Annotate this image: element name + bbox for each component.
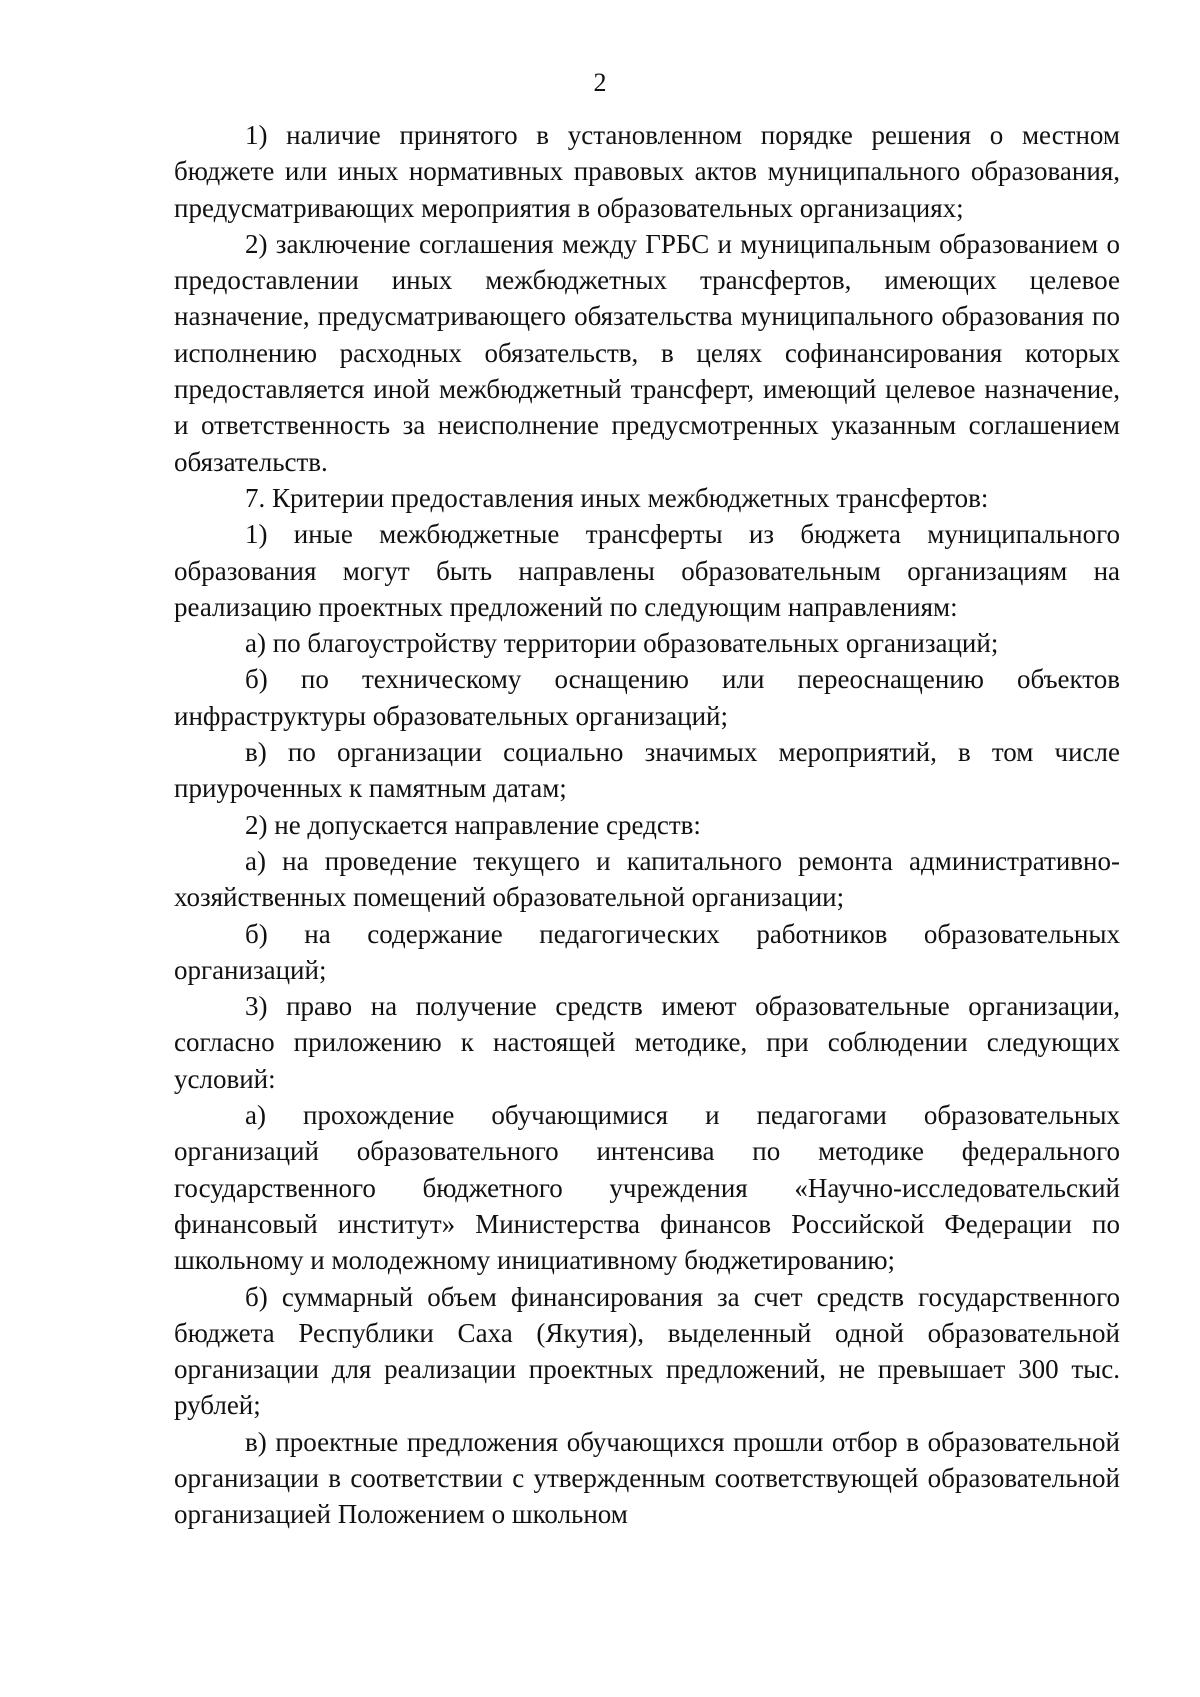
document-body bbox=[174, 117, 1120, 1533]
subitem-b-equipment: б) по техническому оснащению или переоснащению объектов инфраструктуры образовательных организаций; bbox=[174, 664, 1120, 731]
page-number: 2 bbox=[593, 68, 607, 97]
paragraph-2-prohibited-use: 2) не допускается направление средств: bbox=[245, 809, 701, 840]
subitem-b-funding-limit: б) суммарный объем финансирования за счет средств государственного бюджета Республики Саха (Якутия), выделенный одной образовательной организации для реализации проектных предложений, не превышает 300 тыс. рублей; bbox=[174, 1281, 1120, 1421]
paragraph-1-transfer-directions: 1) иные межбюджетные трансферты из бюджета муниципального образования могут быть направлены образовательным организациям на реализацию проектных предложений по следующим направлениям: bbox=[174, 519, 1120, 622]
subitem-a-training: а) прохождение обучающимися и педагогами образовательных организаций образовательного интенсива по методике федерального государственного бюджетного учреждения «Научно-исследовательский финансовый институт» Министерства финансов Российской Федерации по школьному и молодежному инициативному бюджетированию; bbox=[174, 1100, 1120, 1276]
subitem-a-repairs: а) на проведение текущего и капитального ремонта административно-хозяйственных помещений образовательной организации; bbox=[174, 845, 1120, 913]
paragraph-3-eligibility: 3) право на получение средств имеют образовательные организации, согласно приложению к настоящей методике, при соблюдении следующих условий: bbox=[174, 991, 1120, 1094]
subitem-v-project-selection: в) проектные предложения обучающихся прошли отбор в образовательной организации в соответствии с утвержденным соответствующей образовательной организацией Положением о школьном bbox=[174, 1426, 1120, 1530]
subitem-b-staff-maintenance: б) на содержание педагогических работников образовательных организаций; bbox=[174, 918, 1120, 985]
section-7-heading: 7. Критерии предоставления иных межбюджетных трансфертов: bbox=[245, 482, 989, 513]
paragraph-1-local-budget-decision: 1) наличие принятого в установленном порядке решения о местном бюджете или иных нормативных правовых актов муниципального образования, предусматривающих мероприятия в образовательных организациях; bbox=[174, 120, 1120, 223]
subitem-v-events: в) по организации социально значимых мероприятий, в том числе приуроченных к памятным датам; bbox=[174, 737, 1120, 804]
subitem-a-landscaping: а) по благоустройству территории образовательных организаций; bbox=[245, 628, 999, 659]
paragraph-2-agreement: 2) заключение соглашения между ГРБС и муниципальным образованием о предоставлении иных межбюджетных трансфертов, имеющих целевое назначение, предусматривающего обязательства муниципального образования по исполнению расходных обязательств, в целях софинансирования которых предоставляется иной межбюджетный трансферт, имеющий целевое назначение, и ответственность за неисполнение предусмотренных указанным соглашением обязательств. bbox=[174, 228, 1120, 477]
